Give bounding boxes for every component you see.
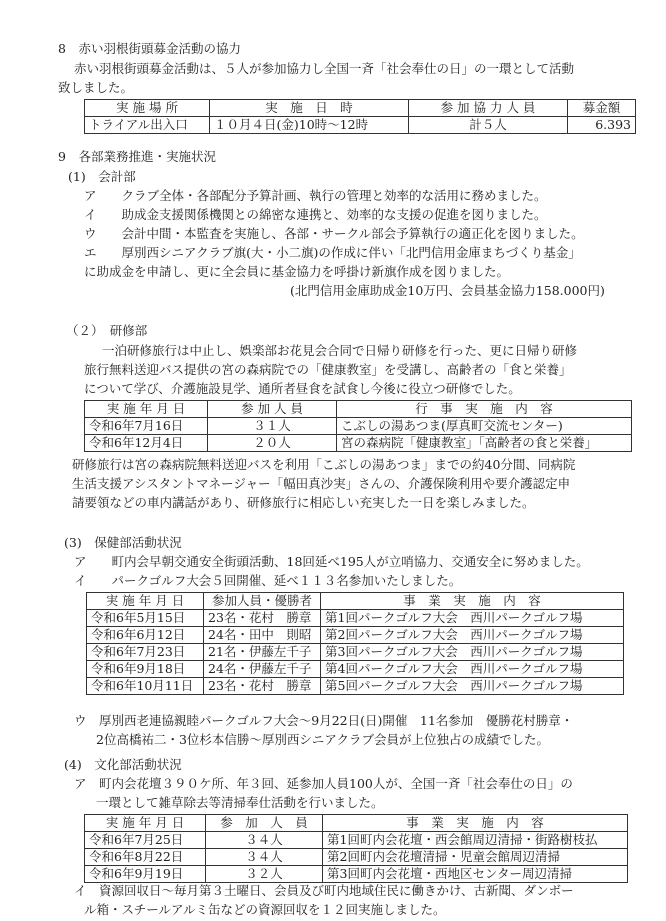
table-cell: 6.393 (568, 117, 636, 134)
table-cell: 第2回パークゴルフ大会 西川パークゴルフ場 (321, 627, 624, 644)
table-row (85, 435, 632, 452)
column-header: 事 業 実 施 内 容 (321, 593, 624, 610)
table-row (87, 644, 624, 661)
table-cell: 24名・田中 則昭 (204, 627, 321, 644)
health-heading: (3) 保健部活動状況 (64, 535, 182, 550)
table-row (85, 117, 636, 134)
table-cell: 令和6年6月12日 (87, 627, 204, 644)
table-header-row (85, 815, 628, 832)
table-cell: 23名・花村 勝章 (204, 610, 321, 627)
accounting-item-a: ア クラブ全体・各部配分予算計画、執行の管理と効率的な活用に務めました。 (84, 188, 547, 203)
table-cell: 23名・花村 勝章 (204, 678, 321, 695)
accounting-item-i: イ 助成金支援関係機関との綿密な連携と、効率的な支援の促進を図りました。 (84, 207, 547, 222)
table-cell: 第2回町内会花壇清掃・児童会館周辺清掃 (323, 849, 628, 866)
accounting-item-e: エ 厚別西シニアクラブ旗(大・小二旗)の作成に伴い「北門信用金庫まちづくり基金」 (84, 245, 581, 260)
culture-heading: (4) 文化部活動状況 (64, 757, 182, 772)
table-header-row (85, 100, 636, 117)
table-row (85, 418, 632, 435)
table-cell: 21名・伊藤左千子 (204, 644, 321, 661)
column-header: 実 施 年 月 日 (85, 401, 208, 418)
table-cell: 第1回町内会花壇・西会館周辺清掃・街路樹枝払 (323, 832, 628, 849)
table-cell: 令和6年9月18日 (87, 661, 204, 678)
table-cell: 令和6年7月16日 (85, 418, 208, 435)
table-row (85, 866, 628, 883)
table-cell: 令和6年7月25日 (85, 832, 206, 849)
column-header: 参加人員・優勝者 (204, 593, 321, 610)
table-cell: ２０人 (208, 435, 337, 452)
table-cell: 令和6年10月11日 (87, 678, 204, 695)
table-cell: ３２人 (206, 866, 323, 883)
training-intro-line3: について学び、介護施設見学、通所者昼食を試食し今後に役立つ研修でした。 (84, 381, 521, 396)
section-8-paragraph-line1: 赤い羽根街頭募金活動は、５人が参加協力し全国一斉「社会奉仕の日」の一環として活動 (74, 61, 575, 76)
table-cell: 令和6年5月15日 (87, 610, 204, 627)
training-intro-line1: 一泊研修旅行は中止し、娯楽部お花見会合同で日帰り研修を行った、更に日帰り研修 (102, 343, 578, 358)
section-8-paragraph-line2: 致しました。 (58, 80, 134, 95)
table-row (85, 832, 628, 849)
culture-item-a-line1: ア 町内会花壇３９０ケ所、年３回、延参加人員100人が、全国一斉「社会奉仕の日」の (74, 776, 573, 791)
table-cell: １０月４日(金)10時～12時 (210, 117, 409, 134)
table-row (87, 627, 624, 644)
culture-item-i-line2: ル箱・スチールアルミ缶などの資源回収を１２回実施しました。 (84, 902, 446, 917)
table-header-row (87, 593, 624, 610)
table-cell: 令和6年12月4日 (85, 435, 208, 452)
accounting-item-e-cont: に助成金を申請し、更に全会員に基金協力を呼掛け新旗作成を図りました。 (84, 264, 510, 279)
table-row (87, 661, 624, 678)
health-item-a: ア 町内会早朝交通安全街頭活動、18回延べ195人が立哨協力、交通安全に努めました。 (74, 554, 589, 569)
table-cell: 宮の森病院「健康教室」「高齢者の食と栄養」 (337, 435, 632, 452)
table-row (87, 610, 624, 627)
table-cell: ３４人 (206, 832, 323, 849)
park-golf-table (86, 592, 624, 695)
section-9-heading: 9 各部業務推進・実施状況 (58, 149, 216, 164)
table-cell: トライアル出入口 (85, 117, 210, 134)
column-header: 実 施 場 所 (85, 100, 210, 117)
table-header-row (85, 401, 632, 418)
table-cell: ３４人 (206, 849, 323, 866)
training-after-line1: 研修旅行は宮の森病院無料送迎バスを利用「こぶしの湯あつま」までの約40分間、同病院 (72, 457, 576, 472)
training-after-line2: 生活支援アシスタントマネージャー「幅田真沙実」さんの、介護保険利用や要介護認定申 (72, 476, 571, 491)
column-header: 参 加 人 員 (208, 401, 337, 418)
table-cell: 第4回パークゴルフ大会 西川パークゴルフ場 (321, 661, 624, 678)
table-row (87, 678, 624, 695)
fundraising-table (84, 99, 636, 134)
table-cell: 第3回町内会花壇・西地区センター周辺清掃 (323, 866, 628, 883)
table-row (85, 849, 628, 866)
accounting-note: (北門信用金庫助成金10万円、会員基金協力158.000円) (290, 283, 605, 298)
health-item-u-line2: 2位高橋祐二・3位杉本信勝～厚別西シニアクラブ会員が上位独占の成績でした。 (96, 732, 550, 747)
table-cell: 第3回パークゴルフ大会 西川パークゴルフ場 (321, 644, 624, 661)
column-header: 参 加 人 員 (206, 815, 323, 832)
accounting-heading: (1) 会計部 (68, 169, 136, 184)
column-header: 参 加 協 力 人 員 (409, 100, 568, 117)
table-cell: 令和6年7月23日 (87, 644, 204, 661)
accounting-item-u: ウ 会計中間・本監査を実施し、各部・サークル部会予算執行の適正化を図りました。 (84, 226, 584, 241)
training-after-line3: 請要領などの車内講話があり、研修旅行に相応しい充実した一日を楽しみました。 (72, 495, 535, 510)
table-cell: ３１人 (208, 418, 337, 435)
table-cell: 令和6年8月22日 (85, 849, 206, 866)
column-header: 行 事 実 施 内 容 (337, 401, 632, 418)
table-cell: 計５人 (409, 117, 568, 134)
training-intro-line2: 旅行無料送迎バス提供の宮の森病院での「健康教室」を受講し、高齢者の「食と栄養」 (84, 362, 572, 377)
table-cell: 令和6年9月19日 (85, 866, 206, 883)
table-cell: 第1回パークゴルフ大会 西川パークゴルフ場 (321, 610, 624, 627)
culture-item-i-line1: イ 資源回収日～毎月第３土曜日、会員及び町内地域住民に働きかけ、古新聞、ダンボー (74, 883, 574, 898)
health-item-u-line1: ウ 厚別西老連協親睦パークゴルフ大会～9月22日(日)開催 11名参加 優勝花村勝章・ (74, 713, 574, 728)
table-cell: こぶしの湯あつま(厚真町交流センター) (337, 418, 632, 435)
table-cell: 24名・伊藤左千子 (204, 661, 321, 678)
culture-item-a-line2: 一環として雑草除去等清掃奉仕活動を行いました。 (96, 795, 384, 810)
table-cell: 第5回パークゴルフ大会 西川パークゴルフ場 (321, 678, 624, 695)
column-header: 実 施 年 月 日 (87, 593, 204, 610)
section-8-heading: 8 赤い羽根街頭募金活動の協力 (58, 41, 241, 56)
column-header: 事 業 実 施 内 容 (323, 815, 628, 832)
column-header: 実 施 年 月 日 (85, 815, 206, 832)
column-header: 募金額 (568, 100, 636, 117)
training-heading: （２） 研修部 (66, 323, 148, 338)
flower-bed-table (84, 814, 628, 883)
column-header: 実 施 日 時 (210, 100, 409, 117)
health-item-i: イ パークゴルフ大会５回開催、延べ１１３名参加いたしました。 (74, 573, 462, 588)
training-table (84, 400, 632, 452)
